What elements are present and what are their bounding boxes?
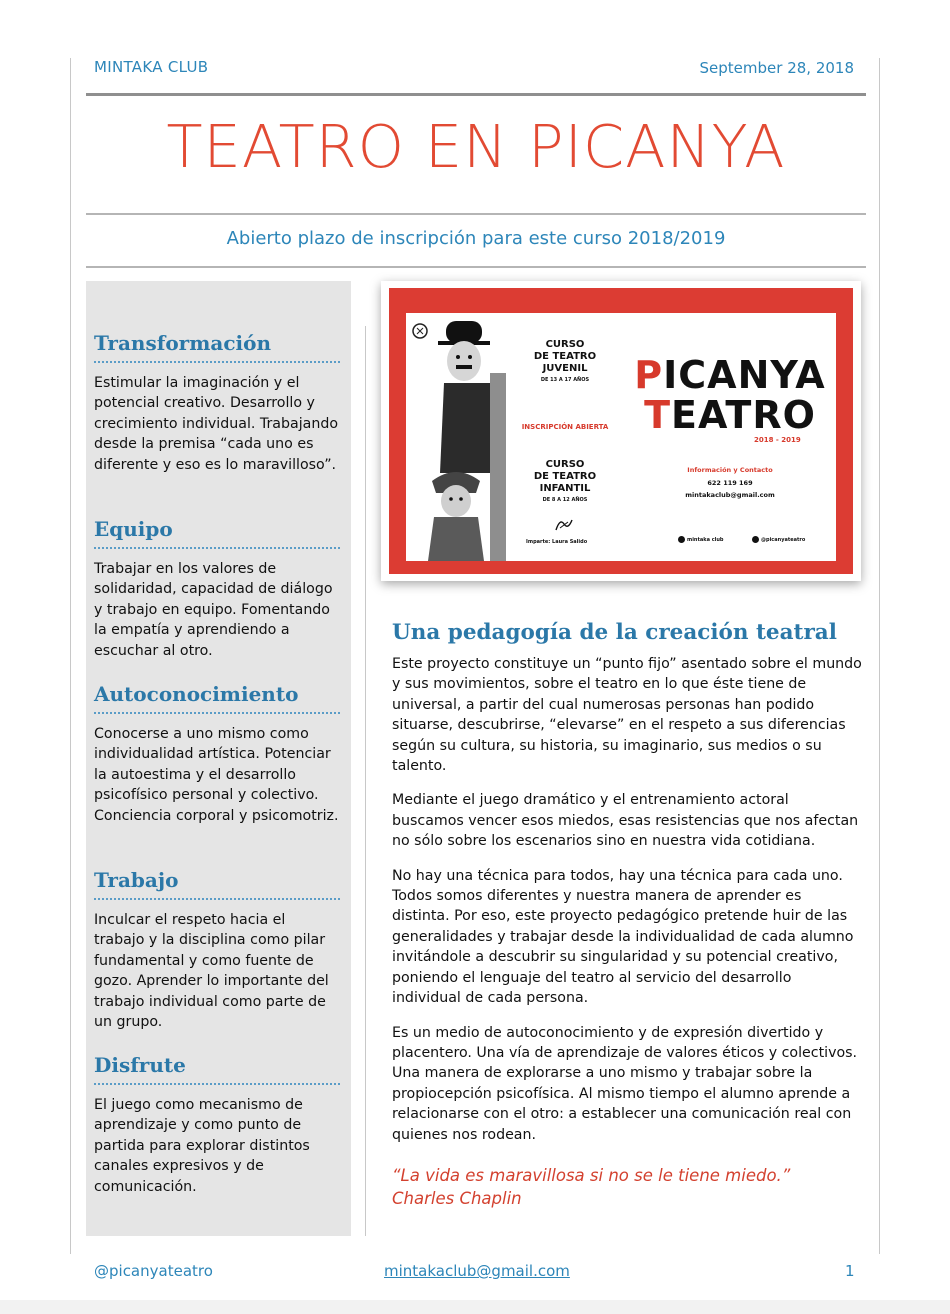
sidebar-section-disfrute (94, 1053, 340, 1197)
sidebar-body: El juego como mecanismo de aprendizaje y como punto de partida para explorar distintos canales expresivos y de comunicación. (94, 1097, 310, 1195)
sidebar-section-transformacion (94, 331, 340, 475)
poster-image (381, 281, 861, 581)
sidebar-body: Conocerse a uno mismo como individualidad artística. Potenciar la autoestima y el desarrollo psicofísico personal y colectivo. Conciencia corporal y psicomotriz. (94, 726, 339, 824)
instagram-icon (752, 536, 759, 543)
article-paragraph: Es un medio de autoconocimiento y de expresión divertido y placentero. Una vía de aprendizaje de valores éticos y colectivos. Una manera de explorarse a uno mismo y trabajar sobre la propiocepción psicofísica. Al mismo tiempo el alumno aprende a relacionarse con el otro: a establecer una comunicación real con quienes nos rodean. (392, 1024, 858, 1143)
course-kids-title: CURSO DE TEATRO INFANTIL (533, 459, 597, 494)
sidebar-heading: Trabajo (94, 868, 340, 900)
facebook-icon (678, 536, 685, 543)
header-rule (86, 93, 866, 96)
article-body (392, 654, 862, 1159)
article-paragraph: No hay una técnica para todos, hay una técnica para cada uno. Todos somos diferentes y nuestra manera de aprender es distinta. Por eso, este proyecto pedagógico pretende huir de las generalidades y trabajar desde la individualidad de cada alumno invitándole a descubrir su singularidad y su potencial creativo, poniendo el lenguaje del teatro al servicio del desarrollo individual de cada persona. (392, 867, 854, 1007)
sidebar-heading: Autoconocimiento (94, 682, 340, 714)
poster-logo-text: PICANYA TEATRO (634, 353, 826, 437)
issue-date: September 28, 2018 (699, 59, 854, 77)
title-rule-top (86, 213, 866, 215)
footer-email-link[interactable]: mintakaclub@gmail.com (384, 1262, 570, 1280)
course-youth-title: CURSO DE TEATRO JUVENIL (533, 339, 597, 374)
poster-brand (624, 313, 836, 561)
course-youth-ages: DE 13 A 17 AÑOS (540, 377, 590, 383)
poster-contact-heading: Información y Contacto (687, 466, 773, 474)
page-title: TEATRO EN PICANYA (166, 112, 786, 181)
poster-courses (506, 313, 624, 561)
poster-phone: 622 119 169 (707, 479, 753, 487)
poster-social-facebook: mintaka club (678, 536, 724, 543)
chaplin-kid-photo (406, 313, 506, 561)
course-kids-ages: DE 8 A 12 AÑOS (542, 497, 588, 503)
sidebar-section-trabajo (94, 868, 340, 1032)
article-heading: Una pedagogía de la creación teatral (392, 620, 837, 645)
title-rule-bottom (86, 266, 866, 268)
page-number: 1 (845, 1262, 855, 1280)
sidebar-heading: Disfrute (94, 1053, 340, 1085)
quote-author: Charles Chaplin (392, 1189, 522, 1208)
sidebar-body: Estimular la imaginación y el potencial creativo. Desarrollo y crecimiento individual. Trabajando desde la premisa “cada uno es diferente y eso es lo maravilloso”. (94, 375, 339, 473)
article-paragraph: Mediante el juego dramático y el entrenamiento actoral buscamos vencer esos miedos, esas resistencias que nos afectan no sólo sobre los escenarios sino en nuestra vida cotidiana. (392, 792, 859, 850)
sidebar-heading: Transformación (94, 331, 340, 363)
sidebar-section-autoconocimiento (94, 682, 340, 826)
quote-text: “La vida es maravillosa si no se le tiene miedo.” (392, 1166, 791, 1185)
instructor-label: Imparte: Laura Salido (526, 539, 588, 545)
poster-frame (389, 288, 853, 574)
poster-social-instagram: @picanyateatro (752, 536, 805, 543)
footer-handle: @picanyateatro (94, 1262, 213, 1280)
sidebar-section-equipo (94, 517, 340, 661)
subtitle: Abierto plazo de inscripción para este curso 2018/2019 (226, 228, 726, 249)
poster-years: 2018 - 2019 (754, 436, 801, 444)
poster-content (406, 313, 836, 561)
sidebar-body: Trabajar en los valores de solidaridad, capacidad de diálogo y trabajo en equipo. Fomentando la empatía y aprendiendo a escuchar al otro. (94, 561, 333, 659)
poster-email: mintakaclub@gmail.com (685, 491, 775, 499)
club-name: MINTAKA CLUB (94, 58, 209, 76)
inscription-open-label: INSCRIPCIÓN ABIERTA (521, 423, 609, 431)
signature-mark-icon (554, 516, 574, 532)
sidebar (86, 281, 351, 1236)
bottom-strip (0, 1300, 950, 1314)
column-divider (365, 326, 366, 1236)
article-paragraph: Este proyecto constituye un “punto fijo” asentado sobre el mundo y sus movimientos, sobre el teatro en lo que éste tiene de universal, a partir del cual numerosas personas han podido situarse, descubrirse, “elevarse” en el respeto a sus diferencias según su cultura, su historia, su imaginario, sus medios o su talento. (392, 656, 862, 775)
sidebar-body: Inculcar el respeto hacia el trabajo y la disciplina como pilar fundamental y como fuente de gozo. Aprender lo importante del trabajo individual como parte de un grupo. (94, 912, 329, 1031)
quote (392, 1164, 862, 1210)
sidebar-heading: Equipo (94, 517, 340, 549)
